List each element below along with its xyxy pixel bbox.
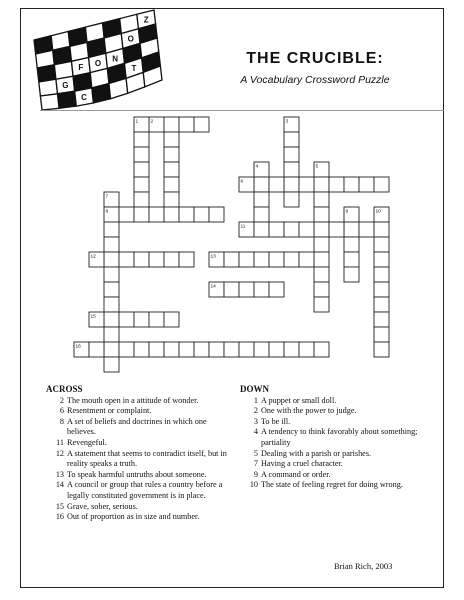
grid-cell[interactable] <box>179 117 194 132</box>
clue-item <box>46 449 236 470</box>
grid-cell[interactable] <box>254 177 269 192</box>
clue-number: 3 <box>253 416 258 426</box>
logo-letter: C <box>81 93 87 103</box>
grid-cell[interactable] <box>149 207 164 222</box>
logo-letter: G <box>62 81 69 91</box>
clue-item <box>46 480 236 501</box>
clue-item <box>46 502 236 513</box>
grid-number: 4 <box>255 164 259 170</box>
grid-cell[interactable] <box>284 252 299 267</box>
clue-text: Out of proportion as in size and number. <box>67 512 200 522</box>
grid-cell[interactable] <box>374 222 389 237</box>
grid-cell[interactable] <box>374 282 389 297</box>
clue-item <box>46 470 236 481</box>
grid-cell[interactable] <box>134 312 149 327</box>
grid-cell[interactable] <box>314 237 329 252</box>
grid-cell[interactable] <box>134 132 149 147</box>
grid-cell[interactable] <box>374 267 389 282</box>
grid-cell[interactable] <box>164 312 179 327</box>
author-credit: Brian Rich, 2003 <box>334 561 393 571</box>
page-title: THE CRUCIBLE: <box>246 50 384 67</box>
grid-cell[interactable] <box>179 207 194 222</box>
grid-cell[interactable] <box>239 252 254 267</box>
grid-number: 5 <box>315 164 319 170</box>
clue-number: 5 <box>253 448 258 458</box>
logo-letter: F <box>78 62 84 72</box>
clue-number: 15 <box>55 501 64 511</box>
across-clues <box>46 384 236 523</box>
grid-number: 8 <box>105 209 109 215</box>
grid-cell[interactable] <box>374 252 389 267</box>
clue-item <box>240 480 430 491</box>
grid-number: 15 <box>90 314 96 320</box>
grid-cell[interactable] <box>269 222 284 237</box>
grid-cell[interactable] <box>164 192 179 207</box>
clue-number: 16 <box>55 512 64 522</box>
grid-cell[interactable] <box>164 162 179 177</box>
logo-letter: O <box>144 29 151 39</box>
grid-cell[interactable] <box>224 252 239 267</box>
grid-cell[interactable] <box>284 192 299 207</box>
grid-cell[interactable] <box>179 342 194 357</box>
clue-item <box>240 427 430 448</box>
grid-cell[interactable] <box>299 342 314 357</box>
grid-number: 9 <box>345 209 349 215</box>
grid-cell[interactable] <box>314 282 329 297</box>
grid-cell[interactable] <box>104 312 119 327</box>
clue-number: 13 <box>55 469 64 479</box>
grid-cell[interactable] <box>314 267 329 282</box>
grid-cell[interactable] <box>104 282 119 297</box>
grid-cell[interactable] <box>164 177 179 192</box>
grid-cell[interactable] <box>269 282 284 297</box>
grid-cell[interactable] <box>119 252 134 267</box>
grid-cell[interactable] <box>104 357 119 372</box>
grid-cell[interactable] <box>104 222 119 237</box>
grid-cell[interactable] <box>344 237 359 252</box>
clue-text: To speak harmful untruths about someone. <box>67 469 207 479</box>
grid-number: 7 <box>105 194 109 200</box>
grid-cell[interactable] <box>374 312 389 327</box>
grid-cell[interactable] <box>374 327 389 342</box>
logo-letter: Z <box>143 15 149 25</box>
grid-cell[interactable] <box>104 297 119 312</box>
clue-number: 9 <box>253 469 258 479</box>
grid-number: 10 <box>375 209 381 215</box>
grid-cell[interactable] <box>134 342 149 357</box>
grid-cell[interactable] <box>194 207 209 222</box>
grid-cell[interactable] <box>194 342 209 357</box>
clue-item <box>46 417 236 438</box>
grid-number: 3 <box>285 119 289 125</box>
clue-text: To be ill. <box>261 416 291 426</box>
grid-cell[interactable] <box>344 177 359 192</box>
grid-cell[interactable] <box>224 342 239 357</box>
grid-cell[interactable] <box>284 342 299 357</box>
clue-item <box>46 406 236 417</box>
grid-cell[interactable] <box>314 342 329 357</box>
clue-text: Having a cruel character. <box>261 459 343 469</box>
grid-cell[interactable] <box>104 342 119 357</box>
grid-cell[interactable] <box>329 177 344 192</box>
grid-cell[interactable] <box>194 117 209 132</box>
clue-text: One with the power to judge. <box>261 406 357 416</box>
grid-cell[interactable] <box>284 222 299 237</box>
grid-cell[interactable] <box>164 117 179 132</box>
grid-cell[interactable] <box>164 132 179 147</box>
grid-cell[interactable] <box>164 147 179 162</box>
grid-cell[interactable] <box>329 222 344 237</box>
grid-cell[interactable] <box>164 207 179 222</box>
grid-cell[interactable] <box>374 237 389 252</box>
clue-number: 1 <box>253 395 258 405</box>
grid-number: 6 <box>240 179 244 185</box>
clue-text: A puppet or small doll. <box>261 395 337 405</box>
grid-cell[interactable] <box>254 222 269 237</box>
clue-text: A command or order. <box>261 469 331 479</box>
grid-cell[interactable] <box>299 222 314 237</box>
grid-cell[interactable] <box>209 342 224 357</box>
grid-cell[interactable] <box>134 192 149 207</box>
grid-number: 1 <box>135 119 139 125</box>
clue-item <box>46 396 236 407</box>
grid-cell[interactable] <box>254 207 269 222</box>
grid-cell[interactable] <box>254 192 269 207</box>
clue-text: Resentment or complaint. <box>67 406 152 416</box>
grid-cell[interactable] <box>164 342 179 357</box>
down-heading: DOWN <box>240 384 269 394</box>
clue-text: The mouth open in a attitude of wonder. <box>67 395 199 405</box>
grid-cell[interactable] <box>359 177 374 192</box>
grid-cell[interactable] <box>104 252 119 267</box>
grid-cell[interactable] <box>209 207 224 222</box>
clue-item <box>46 438 236 449</box>
clue-text: A statement that seems to contradict itself, but in reality speaks a truth. <box>67 448 227 469</box>
clue-item <box>240 396 430 407</box>
grid-cell[interactable] <box>239 342 254 357</box>
grid-cell[interactable] <box>254 282 269 297</box>
clue-number: 7 <box>253 459 258 469</box>
grid-cell[interactable] <box>224 282 239 297</box>
grid-cell[interactable] <box>104 267 119 282</box>
grid-cell[interactable] <box>314 207 329 222</box>
grid-number: 14 <box>210 284 216 290</box>
clue-text: Revengeful. <box>67 437 107 447</box>
clue-text: A tendency to think favorably about something; partiality <box>261 427 418 447</box>
grid-cell[interactable] <box>89 342 104 357</box>
grid-cell[interactable] <box>314 177 329 192</box>
clue-number: 2 <box>59 395 64 405</box>
clue-item <box>46 512 236 523</box>
clue-text: Dealing with a parish or parishes. <box>261 448 372 458</box>
grid-cell[interactable] <box>314 297 329 312</box>
grid-cell[interactable] <box>374 177 389 192</box>
logo-letter: O <box>127 34 134 44</box>
grid-cell[interactable] <box>134 147 149 162</box>
grid-number: 12 <box>90 254 96 260</box>
logo-letter: O <box>94 59 102 68</box>
grid-number: 2 <box>150 119 154 125</box>
grid-cell[interactable] <box>179 252 194 267</box>
grid-cell[interactable] <box>134 177 149 192</box>
grid-cell[interactable] <box>359 222 374 237</box>
clue-number: 11 <box>56 437 64 447</box>
grid-cell[interactable] <box>269 252 284 267</box>
grid-cell[interactable] <box>314 252 329 267</box>
grid-number: 13 <box>210 254 216 260</box>
grid-cell[interactable] <box>104 327 119 342</box>
grid-cell[interactable] <box>149 312 164 327</box>
down-clues <box>240 384 430 491</box>
clue-number: 12 <box>55 448 64 458</box>
clue-text: Grave, sober, serious. <box>67 501 138 511</box>
logo-letter: T <box>131 64 137 74</box>
clue-text: A council or group that rules a country before a legally constituted government is in place. <box>67 480 223 500</box>
grid-cell[interactable] <box>314 192 329 207</box>
grid-cell[interactable] <box>149 342 164 357</box>
grid-cell[interactable] <box>239 282 254 297</box>
grid-cell[interactable] <box>104 237 119 252</box>
grid-cell[interactable] <box>269 342 284 357</box>
logo-letter: N <box>112 54 119 64</box>
grid-cell[interactable] <box>299 177 314 192</box>
grid-cell[interactable] <box>344 267 359 282</box>
clue-number: 8 <box>59 416 64 426</box>
grid-cell[interactable] <box>284 147 299 162</box>
grid-cell[interactable] <box>119 312 134 327</box>
clue-number: 14 <box>55 480 64 490</box>
clue-item <box>240 417 430 428</box>
grid-cell[interactable] <box>134 207 149 222</box>
grid-cell[interactable] <box>344 222 359 237</box>
clue-number: 2 <box>253 406 258 416</box>
grid-cell[interactable] <box>284 177 299 192</box>
grid-cell[interactable] <box>134 162 149 177</box>
clue-number: 4 <box>253 427 258 437</box>
grid-cell[interactable] <box>284 162 299 177</box>
page-subtitle: A Vocabulary Crossword Puzzle <box>240 74 390 86</box>
grid-number: 16 <box>75 344 81 350</box>
grid-cell[interactable] <box>284 132 299 147</box>
clue-number: 6 <box>59 406 64 416</box>
grid-cell[interactable] <box>299 252 314 267</box>
clue-item <box>240 459 430 470</box>
clue-text: The state of feeling regret for doing wrong. <box>261 480 403 490</box>
grid-cell[interactable] <box>149 252 164 267</box>
grid-cell[interactable] <box>374 297 389 312</box>
clue-item <box>240 406 430 417</box>
across-heading: ACROSS <box>46 384 83 394</box>
grid-cell[interactable] <box>254 342 269 357</box>
grid-number: 11 <box>240 224 246 230</box>
clue-item <box>240 470 430 481</box>
grid-cell[interactable] <box>134 252 149 267</box>
grid-cell[interactable] <box>119 207 134 222</box>
grid-cell[interactable] <box>314 222 329 237</box>
grid-cell[interactable] <box>119 342 134 357</box>
grid-cell[interactable] <box>344 252 359 267</box>
grid-cell[interactable] <box>269 177 284 192</box>
grid-cell[interactable] <box>164 252 179 267</box>
grid-cell[interactable] <box>374 342 389 357</box>
clue-item <box>240 449 430 460</box>
clue-text: A set of beliefs and doctrines in which one believes. <box>67 416 207 437</box>
clue-number: 10 <box>249 480 258 490</box>
grid-cell[interactable] <box>254 252 269 267</box>
